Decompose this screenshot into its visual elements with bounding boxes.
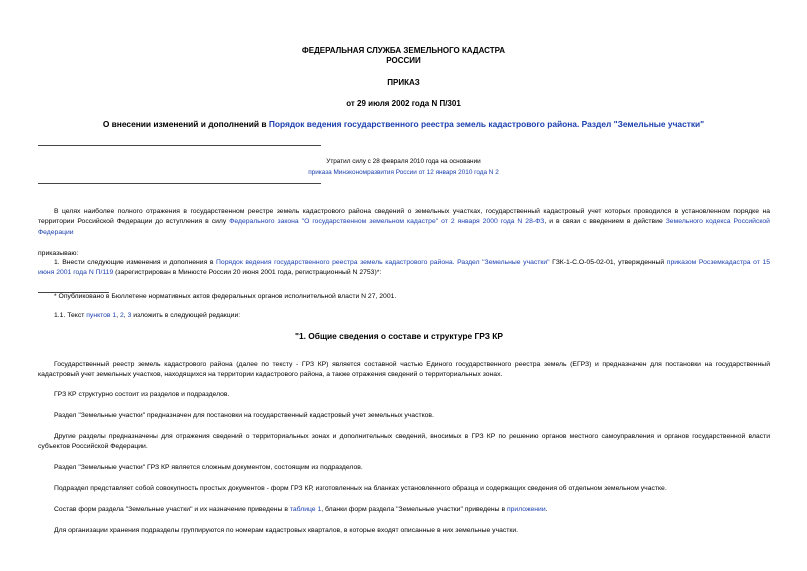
- intro-text-2: , и в связи с введением в действие: [544, 218, 666, 226]
- item-1-1-sep-2: ,: [123, 312, 128, 319]
- land-code-link[interactable]: Земельного кодекса Российской Федерации: [38, 218, 770, 236]
- paragraph-1: Государственный реестр земель кадастрового района (далее по тексту - ГРЗ КР) является составной частью Единого государственного реестра земель (ЕГРЗ) и предназначен для постановки на государственный кадастровый учет земельных участков, находящихся на территории кадастрового района, а также отражения сведений о территориальных зонах.: [38, 361, 770, 379]
- item-1-1-text-2: изложить в следующей редакции:: [131, 312, 241, 319]
- item-1-text-1: 1. Внести следующие изменения и дополнения в: [54, 259, 217, 266]
- paragraph-4: Другие разделы предназначены для отражения сведений о территориальных зонах и дополнительных сведений, вносимых в ГРЗ КР по решению органов местного самоуправления и органов государственной власти субъектов Российской Федерации.: [38, 433, 770, 451]
- footnote: * Опубликовано в Бюллетене нормативных актов федеральных органов исполнительной власти N 27, 2001.: [54, 293, 397, 300]
- doc-title: [0, 119, 807, 129]
- paragraph-7-text-2: , бланки форм раздела "Земельные участки" приведены в: [321, 506, 507, 513]
- paragraph-7: [54, 505, 548, 515]
- paragraph-5: Раздел "Земельные участки" ГРЗ КР является сложным документом, состоящим из подразделов.: [54, 464, 363, 471]
- section-heading: "1. Общие сведения о составе и структуре ГРЗ КР: [295, 331, 504, 341]
- paragraph-2: ГРЗ КР структурно состоит из разделов и подразделов.: [54, 391, 230, 398]
- intro-text-1: В целях наиболее полного отражения в государственном реестре земель кадастрового района сведений о земельных участках, государственный кадастровый учет которых проводился в установленном порядке на территории Российской Федерации до вступления в силу: [38, 208, 770, 226]
- intro-paragraph: [38, 207, 770, 238]
- agency-name-line1: ФЕДЕРАЛЬНАЯ СЛУЖБА ЗЕМЕЛЬНОГО КАДАСТРА: [301, 46, 506, 55]
- paragraph-7-text-3: .: [545, 506, 548, 513]
- order-word: приказываю:: [38, 250, 79, 257]
- appendix-link[interactable]: приложении: [506, 506, 546, 513]
- paragraph-6: Подраздел представляет собой совокупность простых документов - форм ГРЗ КР, изготовленных на бланках установленного образца и содержащих сведения об отдельном земельном участке.: [54, 485, 667, 492]
- paragraph-7-text-1: Состав форм раздела "Земельные участки" и их назначение приведены в: [54, 506, 290, 513]
- paragraph-3: Раздел "Земельные участки" предназначен для постановки на государственный кадастровый учет земельных участков.: [54, 412, 434, 419]
- table-1-link[interactable]: таблице 1: [289, 506, 322, 513]
- item-1-paragraph: [38, 258, 770, 279]
- rosz-order-link[interactable]: приказом Росземкадастра от 15 июня 2001 года N П/119: [38, 259, 771, 277]
- agency-name-line2: РОССИИ: [386, 56, 421, 65]
- doc-type: ПРИКАЗ: [387, 78, 420, 87]
- repeal-notice-line1: Утратил силу с 28 февраля 2010 года на основании: [326, 158, 481, 165]
- item-1-1: [54, 311, 240, 321]
- item-1-1-sep-1: ,: [116, 312, 120, 319]
- notice-bottom-rule: [38, 183, 321, 184]
- point-2-link[interactable]: 2: [120, 312, 124, 319]
- item-1-text-3: (зарегистрирован в Минюсте России 20 июня 2001 года, регистрационный N 2753)*:: [113, 269, 382, 277]
- repeal-order-link[interactable]: приказа Минэкономразвития России от 12 января 2010 года N 2: [308, 169, 499, 176]
- doc-date-number: от 29 июля 2002 года N П/301: [346, 99, 461, 108]
- paragraph-8: Для организации хранения подразделы группируются по номерам кадастровых кварталов, в которые входят описанные в них земельные участки.: [54, 527, 519, 534]
- title-procedure-link[interactable]: Порядок ведения государственного реестра земель кадастрового района. Раздел "Земельные участки": [268, 119, 705, 129]
- procedure-link[interactable]: Порядок ведения государственного реестра земель кадастрового района. Раздел "Земельные участки": [216, 259, 550, 266]
- doc-title-prefix: О внесении изменений и дополнений в: [102, 119, 269, 129]
- point-1-link[interactable]: пунктов 1: [86, 312, 117, 319]
- notice-top-rule: [38, 145, 321, 146]
- item-1-1-text-1: 1.1. Текст: [54, 312, 87, 319]
- federal-law-link[interactable]: Федерального закона "О государственном земельном кадастре" от 2 января 2000 года N 28-ФЗ: [229, 218, 545, 226]
- point-3-link[interactable]: 3: [127, 312, 132, 319]
- item-1-text-2: ГЗК-1-С.О-05-02-01, утвержденный: [549, 259, 667, 266]
